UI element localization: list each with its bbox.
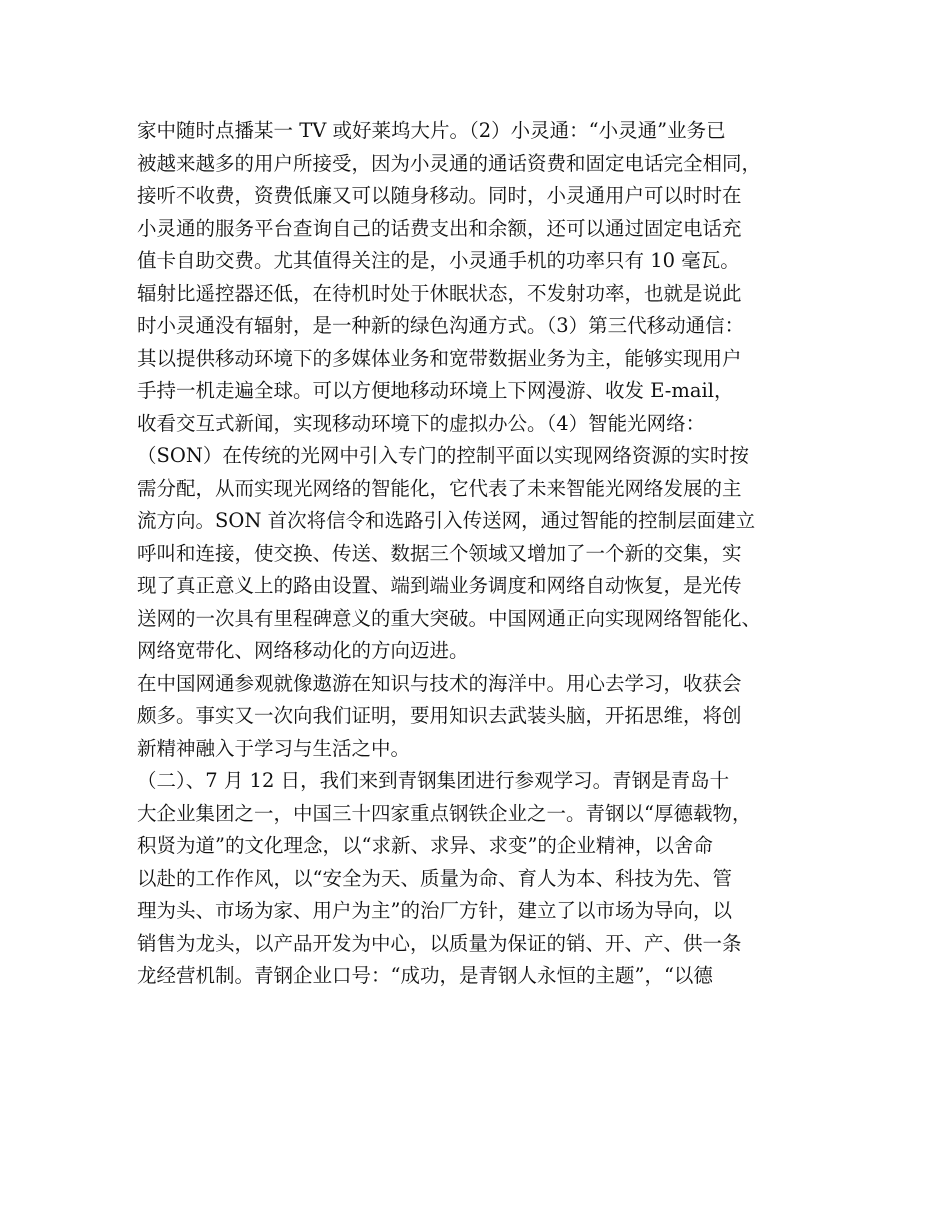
- text-line: 需分配，从而实现光网络的智能化，它代表了未来智能光网络发展的主: [137, 476, 742, 500]
- text-line: 积贤为道”的文化理念，以“求新、求异、求变”的企业精神，以舍命: [137, 834, 713, 857]
- text-line: 手持一机走遍全球。可以方便地移动环境上下网漫游、收发 E-mail，: [137, 379, 734, 402]
- text-line: 呼叫和连接，使交换、传送、数据三个领域又增加了一个新的交集，实: [137, 541, 742, 565]
- body-text: [137, 115, 837, 993]
- text-line: 新精神融入于学习与生活之中。: [137, 736, 411, 760]
- text-line: 在中国网通参观就像遨游在知识与技术的海洋中。用心去学习，收获会: [137, 671, 742, 695]
- text-line: 送网的一次具有里程碑意义的重大突破。中国网通正向实现网络智能化、: [137, 606, 762, 630]
- text-line: 龙经营机制。青钢企业口号：“成功，是青钢人永恒的主题”，“以德: [137, 964, 713, 987]
- text-line: 大企业集团之一，中国三十四家重点钢铁企业之一。青钢以“厚德载物，: [137, 801, 752, 825]
- text-line: 时小灵通没有辐射，是一种新的绿色沟通方式。（3）第三代移动通信：: [137, 314, 745, 337]
- text-line: 网络宽带化、网络移动化的方向迈进。: [137, 639, 469, 662]
- text-line: 销售为龙头，以产品开发为中心，以质量为保证的销、开、产、供一条: [137, 931, 742, 955]
- text-line: 其以提供移动环境下的多媒体业务和宽带数据业务为主，能够实现用户: [137, 346, 742, 370]
- text-line: 值卡自助交费。尤其值得关注的是，小灵通手机的功率只有 10 毫瓦。: [137, 249, 740, 272]
- text-line: 家中随时点播某一 TV 或好莱坞大片。（2）小灵通：“小灵通”业务已: [137, 119, 726, 142]
- text-line: 颇多。事实又一次向我们证明，要用知识去武装头脑，开拓思维，将创: [137, 704, 742, 727]
- text-line: 现了真正意义上的路由设置、端到端业务调度和网络自动恢复，是光传: [137, 574, 742, 597]
- text-line: 被越来越多的用户所接受，因为小灵通的通话资费和固定电话完全相同，: [137, 151, 762, 175]
- text-line: 接听不收费，资费低廉又可以随身移动。同时，小灵通用户可以时时在: [137, 184, 742, 207]
- text-line: （二）、7 月 12 日，我们来到青钢集团进行参观学习。青钢是青岛十: [137, 769, 730, 792]
- text-line: 以赴的工作作风，以“安全为天、质量为命、育人为本、科技为先、管: [137, 866, 732, 890]
- text-line: 理为头、市场为家、用户为主”的治厂方针，建立了以市场为导向，以: [137, 899, 732, 922]
- text-line: （SON）在传统的光网中引入专门的控制平面以实现网络资源的实时按: [137, 444, 749, 467]
- text-line: 小灵通的服务平台查询自己的话费支出和余额，还可以通过固定电话充: [137, 216, 742, 240]
- text-line: 辐射比遥控器还低，在待机时处于休眠状态，不发射功率，也就是说此: [137, 281, 742, 305]
- text-line: 收看交互式新闻，实现移动环境下的虚拟办公。（4）智能光网络：: [137, 411, 706, 435]
- text-line: 流方向。SON 首次将信令和选路引入传送网，通过智能的控制层面建立: [137, 509, 756, 532]
